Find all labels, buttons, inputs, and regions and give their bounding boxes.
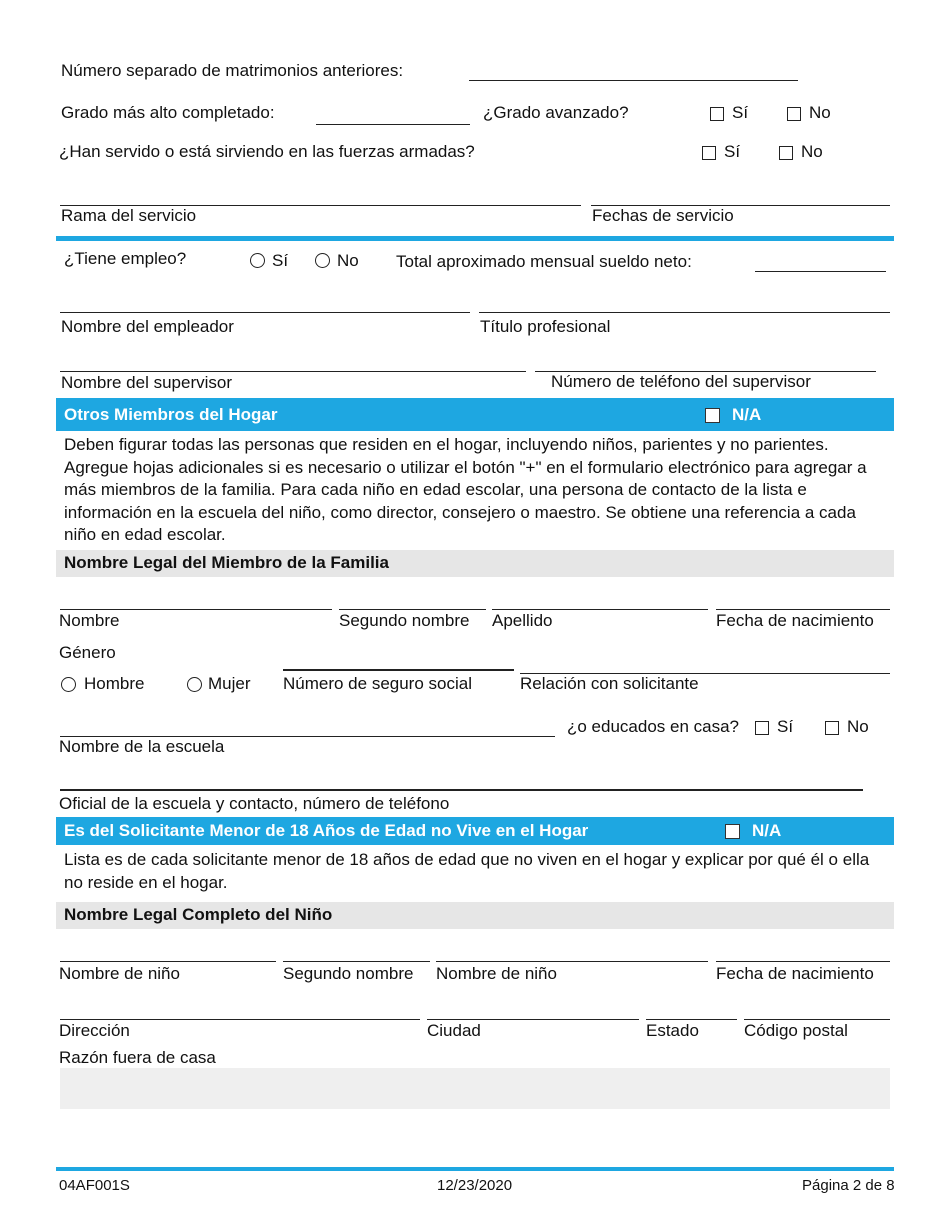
member-relationship-label: Relación con solicitante (520, 674, 699, 693)
armed-forces-yes-label: Sí (724, 142, 741, 161)
child-zip-label: Código postal (744, 1021, 848, 1040)
gender-female-radio[interactable] (187, 677, 202, 692)
household-subheader: Nombre Legal del Miembro de la Familia (64, 553, 389, 572)
job-title-label: Título profesional (480, 317, 611, 336)
section-divider (56, 236, 894, 241)
advanced-degree-no-checkbox[interactable] (787, 107, 801, 121)
advanced-degree-no-label: No (809, 103, 831, 122)
minors-header-bar (56, 817, 894, 845)
household-header: Otros Miembros del Hogar (64, 405, 278, 424)
employed-yes-label: Sí (272, 251, 289, 270)
employed-no-label: No (337, 251, 359, 270)
household-subheader-bar (56, 550, 894, 577)
member-last-name-field[interactable] (492, 609, 708, 610)
child-zip-field[interactable] (744, 1019, 890, 1020)
advanced-degree-yes-label: Sí (732, 103, 749, 122)
supervisor-phone-label: Número de teléfono del supervisor (551, 372, 811, 391)
armed-forces-no-checkbox[interactable] (779, 146, 793, 160)
net-salary-label: Total aproximado mensual sueldo neto: (396, 252, 692, 271)
job-title-field[interactable] (479, 312, 890, 313)
prior-marriages-label: Número separado de matrimonios anteriores: (61, 61, 404, 80)
child-middle-name-label: Segundo nombre (283, 964, 414, 983)
member-middle-name-label: Segundo nombre (339, 611, 470, 630)
footer-divider (56, 1167, 894, 1171)
member-middle-name-field[interactable] (339, 609, 486, 610)
employed-yes-radio[interactable] (250, 253, 265, 268)
minors-na-label: N/A (752, 821, 782, 840)
child-first-name-field[interactable] (60, 961, 276, 962)
minors-instructions: Lista es de cada solicitante menor de 18 años de edad que no viven en el hogar y explicar por qué él o ella no reside en el hogar. (64, 850, 870, 892)
minors-na-checkbox[interactable] (725, 824, 740, 839)
child-state-field[interactable] (646, 1019, 737, 1020)
employer-name-field[interactable] (60, 312, 470, 313)
child-middle-name-field[interactable] (283, 961, 430, 962)
homeschooled-yes-checkbox[interactable] (755, 721, 769, 735)
homeschooled-no-checkbox[interactable] (825, 721, 839, 735)
child-city-label: Ciudad (427, 1021, 481, 1040)
minors-subheader: Nombre Legal Completo del Niño (64, 905, 333, 924)
advanced-degree-yes-checkbox[interactable] (710, 107, 724, 121)
armed-forces-label: ¿Han servido o está sirviendo en las fuerzas armadas? (59, 142, 475, 161)
footer-form-id: 04AF001S (59, 1177, 130, 1194)
minors-subheader-bar (56, 902, 894, 929)
member-first-name-field[interactable] (60, 609, 332, 610)
member-ssn-label: Número de seguro social (283, 674, 472, 693)
highest-grade-field[interactable] (316, 124, 470, 125)
homeschooled-no-label: No (847, 717, 869, 736)
supervisor-name-label: Nombre del supervisor (61, 373, 233, 392)
net-salary-field[interactable] (755, 271, 886, 272)
employed-label: ¿Tiene empleo? (64, 249, 187, 268)
armed-forces-yes-checkbox[interactable] (702, 146, 716, 160)
child-city-field[interactable] (427, 1019, 639, 1020)
advanced-degree-label: ¿Grado avanzado? (483, 103, 629, 122)
homeschooled-label: ¿o educados en casa? (567, 717, 740, 736)
child-last-name-label: Nombre de niño (436, 964, 557, 983)
highest-grade-label: Grado más alto completado: (61, 103, 275, 122)
school-contact-field[interactable] (60, 789, 863, 791)
child-first-name-label: Nombre de niño (59, 964, 180, 983)
homeschooled-yes-label: Sí (777, 717, 794, 736)
reason-label: Razón fuera de casa (59, 1048, 216, 1067)
gender-female-label: Mujer (208, 674, 251, 693)
branch-label: Rama del servicio (61, 206, 197, 225)
prior-marriages-field[interactable] (469, 80, 798, 81)
member-ssn-field[interactable] (283, 669, 514, 671)
child-address-label: Dirección (59, 1021, 130, 1040)
armed-forces-no-label: No (801, 142, 823, 161)
supervisor-name-field[interactable] (60, 371, 526, 372)
gender-male-label: Hombre (84, 674, 145, 693)
service-dates-label: Fechas de servicio (592, 206, 734, 225)
footer-page-number: Página 2 de 8 (802, 1177, 895, 1194)
household-header-bar (56, 398, 894, 431)
school-name-label: Nombre de la escuela (59, 737, 225, 756)
employer-name-label: Nombre del empleador (61, 317, 234, 336)
member-gender-label: Género (59, 643, 116, 662)
member-dob-label: Fecha de nacimiento (716, 611, 874, 630)
minors-header: Es del Solicitante Menor de 18 Años de Edad no Vive en el Hogar (64, 821, 589, 840)
gender-male-radio[interactable] (61, 677, 76, 692)
child-dob-field[interactable] (716, 961, 890, 962)
footer-date: 12/23/2020 (437, 1177, 513, 1194)
member-dob-field[interactable] (716, 609, 890, 610)
member-last-name-label: Apellido (492, 611, 553, 630)
household-na-checkbox[interactable] (705, 408, 720, 423)
child-dob-label: Fecha de nacimiento (716, 964, 874, 983)
household-na-label: N/A (732, 405, 762, 424)
child-state-label: Estado (646, 1021, 699, 1040)
child-last-name-field[interactable] (436, 961, 708, 962)
reason-textarea[interactable] (60, 1068, 890, 1109)
household-instructions: Deben figurar todas las personas que residen en el hogar, incluyendo niños, parientes y no parientes. Agregue hojas adicionales si es necesario o utilizar el botón "+" en el formulario electrónico para agregar a más miembros de la familia. Para cada niño en edad escolar, una persona de contacto de la lista e información en la escuela del niño, como director, consejero o maestro. Se obtiene una referencia a cada niño en edad escolar. (64, 435, 867, 544)
employed-no-radio[interactable] (315, 253, 330, 268)
school-contact-label: Oficial de la escuela y contacto, número de teléfono (59, 794, 450, 813)
child-address-field[interactable] (60, 1019, 420, 1020)
member-first-name-label: Nombre (59, 611, 120, 630)
